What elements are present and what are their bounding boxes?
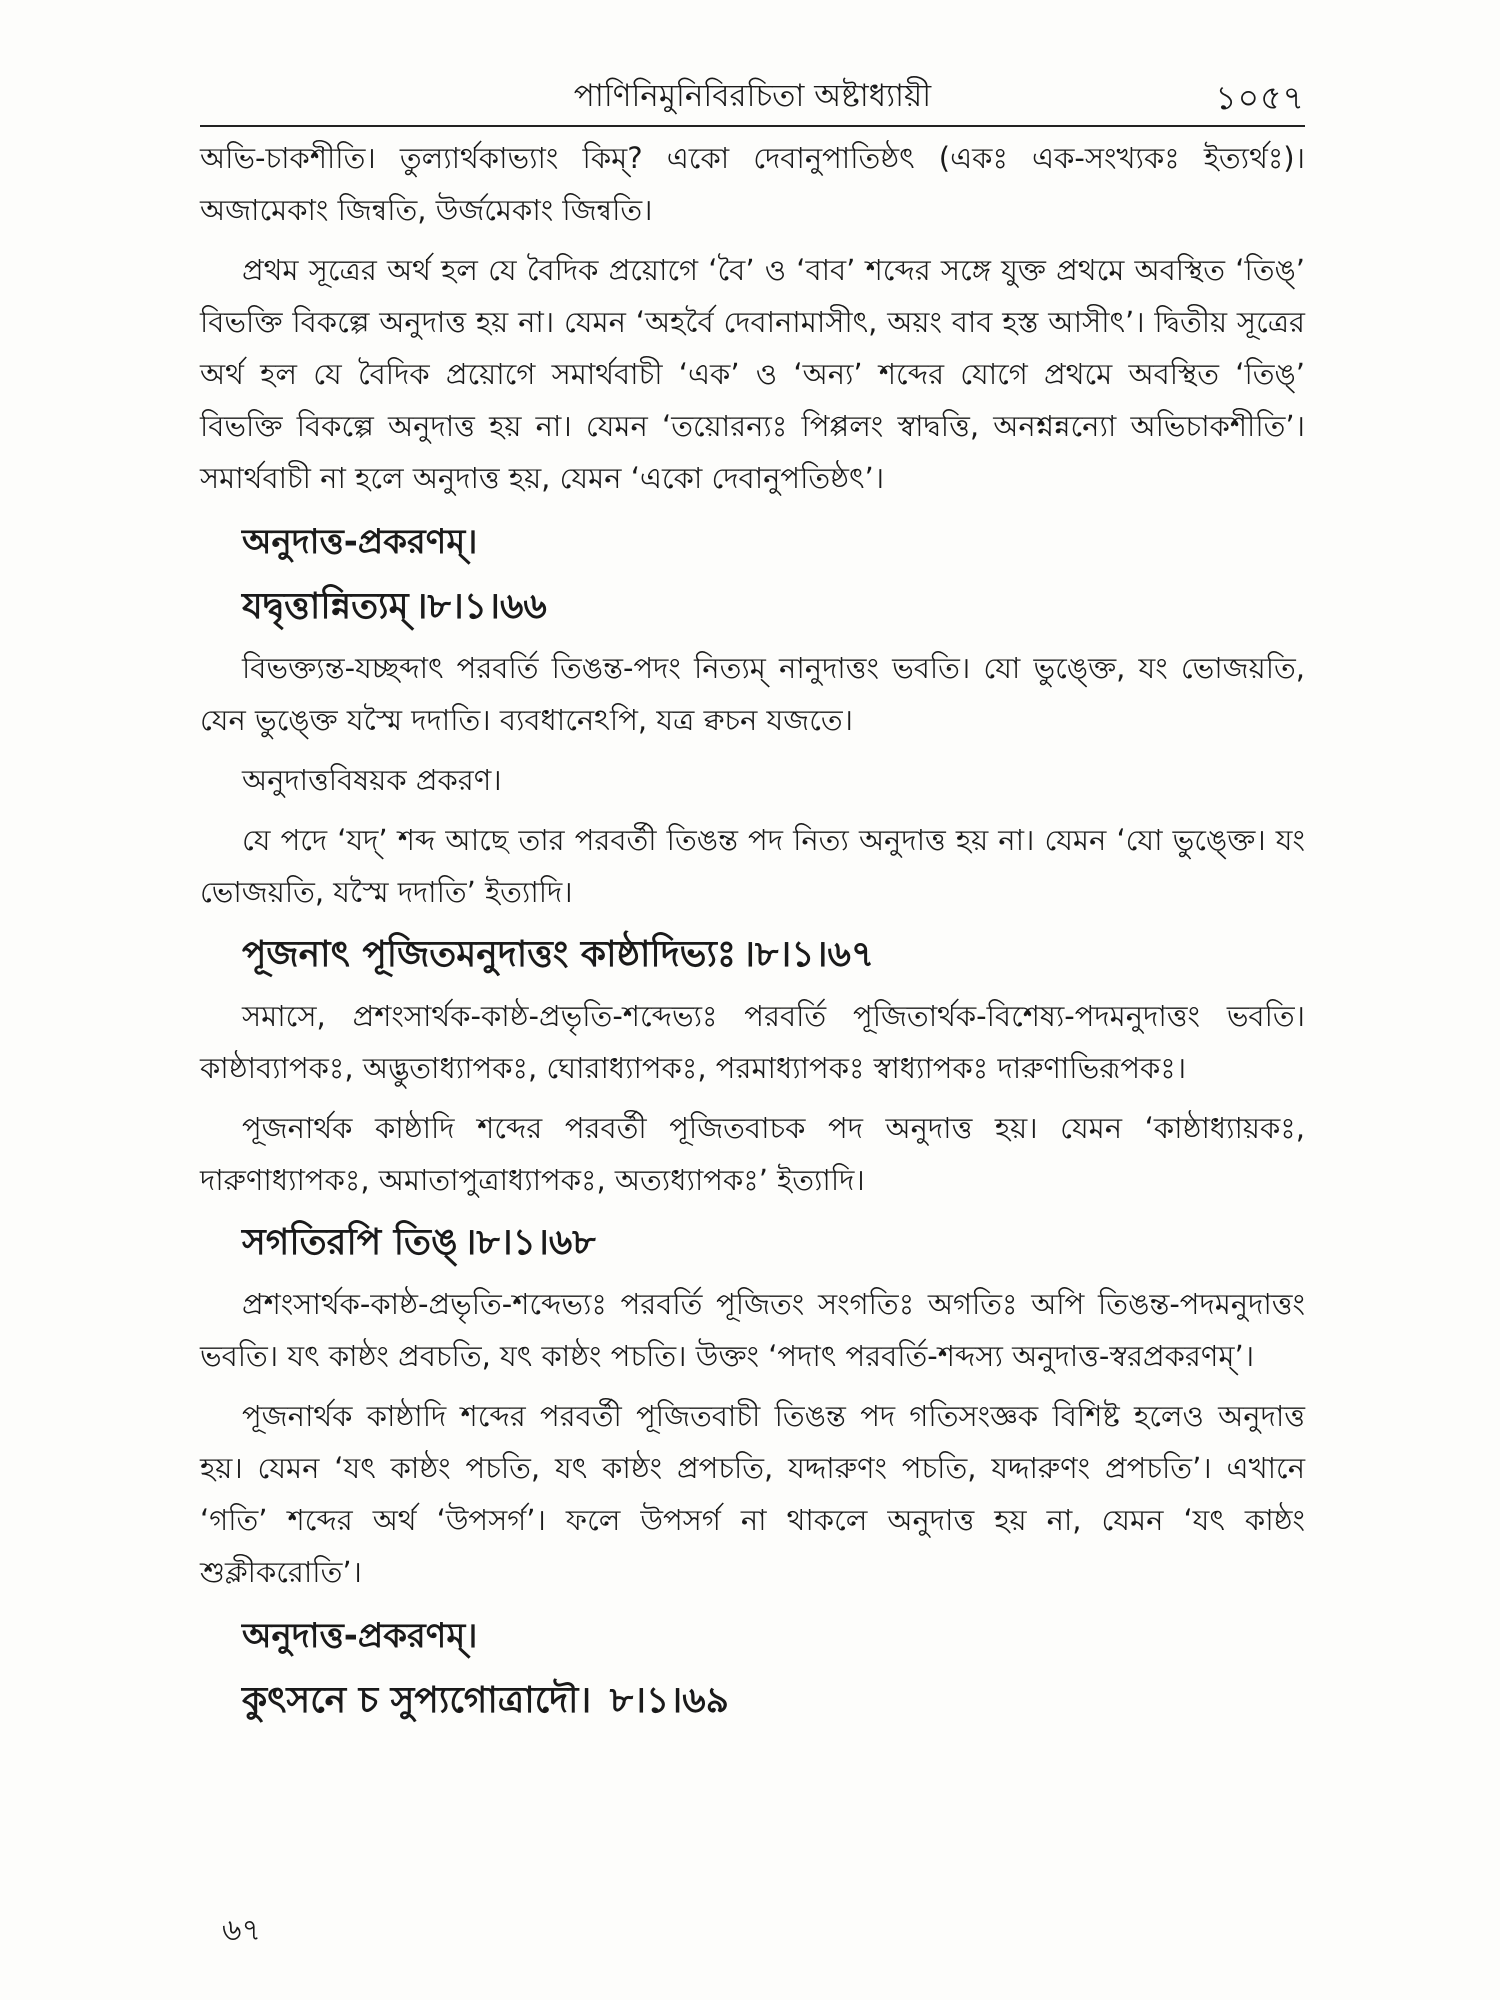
- sutra-heading: [242, 578, 1305, 636]
- sutra-reference: ৮।১।৬৯: [597, 1680, 730, 1721]
- paragraph: অনুদাত্তবিষয়ক প্রকরণ।: [242, 763, 502, 797]
- page-body: [200, 132, 1305, 1736]
- paragraph: অভি-চাকশীতি। তুল্যার্থকাভ্যাং কিম্? একো দেবানুপাতিষ্ঠৎ (একঃ এক-সংখ্যকঃ ইত্যর্থঃ)। অজামেকাং জিন্বতি, উর্জমেকাং জিন্বতি।: [200, 141, 1305, 227]
- paragraph: প্রথম সূত্রের অর্থ হল যে বৈদিক প্রয়োগে ‘বৈ’ ও ‘বাব’ শব্দের সঙ্গে যুক্ত প্রথমে অবস্থিত ‘তিঙ্’ বিভক্তি বিকল্পে অনুদাত্ত হয় না। যেমন ‘অহর্বৈ দেবানামাসীৎ, অয়ং বাব হস্ত আসীৎ’। দ্বিতীয় সূত্রের অর্থ হল যে বৈদিক প্রয়োগে সমার্থবাচী ‘এক’ ও ‘অন্য’ শব্দের যোগে প্রথমে অবস্থিত ‘তিঙ্’ বিভক্তি বিকল্পে অনুদাত্ত হয় না। যেমন ‘তয়োরন্যঃ পিপ্পলং স্বাদ্বত্তি, অনশ্নন্নন্যো অভিচাকশীতি’। সমার্থবাচী না হলে অনুদাত্ত হয়, যেমন ‘একো দেবানুপতিষ্ঠৎ’।: [200, 253, 1305, 495]
- running-title: পাণিনিমুনিবিরচিতা অষ্টাধ্যায়ী: [573, 78, 932, 114]
- sutra-heading: [242, 1672, 1305, 1730]
- section-heading: অনুদাত্ত-প্রকরণম্।: [242, 1616, 478, 1656]
- page-header: [200, 72, 1305, 122]
- paragraph: প্রশংসার্থক-কাষ্ঠ-প্রভৃতি-শব্দেভ্যঃ পরবর্তি পূজিতং সংগতিঃ অগতিঃ অপি তিঙন্ত-পদমনুদাত্তং ভবতি। যৎ কাষ্ঠং প্রবচতি, যৎ কাষ্ঠং পচতি। উক্তং ‘পদাৎ পরবর্তি-শব্দস্য অনুদাত্ত-স্বরপ্রকরণম্’।: [200, 1287, 1305, 1373]
- sutra-text: পূজনাৎ পূজিতমনুদাত্তং কাষ্ঠাদিভ্যঃ: [242, 934, 737, 975]
- sutra-reference: ।৮।১।৬৬: [414, 586, 547, 627]
- section-heading: অনুদাত্ত-প্রকরণম্।: [242, 522, 478, 562]
- sutra-text: সগতিরপি তিঙ্: [242, 1222, 458, 1263]
- paragraph: সমাসে, প্রশংসার্থক-কাষ্ঠ-প্রভৃতি-শব্দেভ্যঃ পরবর্তি পূজিতার্থক-বিশেষ্য-পদমনুদাত্তং ভবতি। কাষ্ঠাব্যাপকঃ, অদ্ভুতাধ্যাপকঃ, ঘোরাধ্যাপকঃ, পরমাধ্যাপকঃ স্বাধ্যাপকঃ দারুণাভিরূপকঃ।: [200, 999, 1305, 1085]
- paragraph: পূজনার্থক কাষ্ঠাদি শব্দের পরবর্তী পূজিতবাচক পদ অনুদাত্ত হয়। যেমন ‘কাষ্ঠাধ্যায়কঃ, দারুণাধ্যাপকঃ, অমাতাপুত্রাধ্যাপকঃ, অত্যধ্যাপকঃ’ ইত্যাদি।: [200, 1111, 1305, 1197]
- paragraph: যে পদে ‘যদ্’ শব্দ আছে তার পরবর্তী তিঙন্ত পদ নিত্য অনুদাত্ত হয় না। যেমন ‘যো ভুঙ্ক্তে। যং ভোজয়তি, যস্মৈ দদাতি’ ইত্যাদি।: [200, 823, 1305, 909]
- sutra-text: যদ্বৃত্তান্নিত্যম্: [242, 586, 409, 627]
- sutra-reference: ।৮।১।৬৭: [742, 934, 875, 975]
- sutra-reference: ।৮।১।৬৮: [463, 1222, 596, 1263]
- sutra-text: কুৎসনে চ সুপ্যগোত্রাদৌ।: [242, 1680, 592, 1721]
- paragraph: পূজনার্থক কাষ্ঠাদি শব্দের পরবর্তী পূজিতবাচী তিঙন্ত পদ গতিসংজ্ঞক বিশিষ্ট হলেও অনুদাত্ত হয়। যেমন ‘যৎ কাষ্ঠং পচতি, যৎ কাষ্ঠং প্রপচতি, যদ্দারুণং পচতি, যদ্দারুণং প্রপচতি’। এখানে ‘গতি’ শব্দের অর্থ ‘উপসর্গ’। ফলে উপসর্গ না থাকলে অনুদাত্ত হয় না, যেমন ‘যৎ কাষ্ঠং শুক্লীকরোতি’।: [200, 1399, 1305, 1589]
- header-rule: [200, 125, 1305, 127]
- sutra-heading: [242, 1214, 1305, 1272]
- page-number: ১০৫৭: [1215, 78, 1305, 117]
- signature-mark: ৬৭: [222, 1913, 262, 1948]
- sutra-heading: [242, 926, 1305, 984]
- paragraph: বিভক্ত্যন্ত-যচ্ছব্দাৎ পরবর্তি তিঙন্ত-পদং নিত্যম্ নানুদাত্তং ভবতি। যো ভুঙ্ক্তে, যং ভোজয়তি, যেন ভুঙ্ক্তে যস্মৈ দদাতি। ব্যবধানেঽপি, যত্র ক্বচন যজতে।: [200, 651, 1305, 737]
